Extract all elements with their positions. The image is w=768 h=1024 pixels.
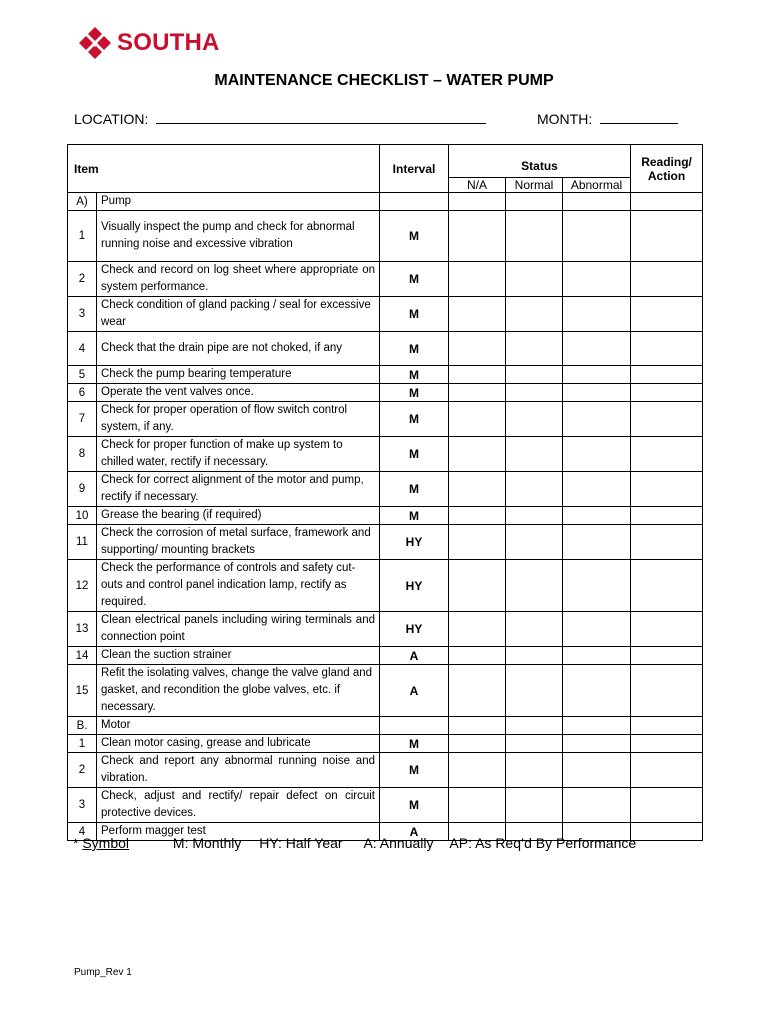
status-abnormal-cell[interactable] xyxy=(563,472,631,507)
header-status: Status xyxy=(449,145,631,178)
item-interval: A xyxy=(380,823,449,841)
item-number: 4 xyxy=(68,332,97,366)
footer-revision: Pump_Rev 1 xyxy=(74,967,132,978)
status-na-cell[interactable] xyxy=(449,735,506,753)
reading-action-cell[interactable] xyxy=(631,647,703,665)
status-na-cell[interactable] xyxy=(449,193,506,211)
item-interval: M xyxy=(380,297,449,332)
status-abnormal-cell[interactable] xyxy=(563,437,631,472)
status-abnormal-cell[interactable] xyxy=(563,402,631,437)
item-interval: M xyxy=(380,262,449,297)
status-na-cell[interactable] xyxy=(449,560,506,612)
table-row xyxy=(68,665,703,717)
status-na-cell[interactable] xyxy=(449,297,506,332)
status-abnormal-cell[interactable] xyxy=(563,507,631,525)
page-title: MAINTENANCE CHECKLIST – WATER PUMP xyxy=(214,72,554,89)
status-normal-cell[interactable] xyxy=(506,472,563,507)
item-interval xyxy=(380,717,449,735)
status-normal-cell[interactable] xyxy=(506,753,563,788)
status-normal-cell[interactable] xyxy=(506,193,563,211)
reading-action-cell[interactable] xyxy=(631,262,703,297)
item-number: 4 xyxy=(68,823,97,841)
item-description: Check the corrosion of metal surface, framework and supporting/ mounting brackets xyxy=(97,525,380,560)
table-row xyxy=(68,735,703,753)
header-interval: Interval xyxy=(380,145,449,193)
item-number: 1 xyxy=(68,211,97,262)
legend-star: * xyxy=(73,835,83,851)
month-field xyxy=(537,109,678,127)
status-na-cell[interactable] xyxy=(449,384,506,402)
reading-action-cell[interactable] xyxy=(631,193,703,211)
table-row xyxy=(68,297,703,332)
header-status-abnormal: Abnormal xyxy=(563,178,631,193)
status-na-cell[interactable] xyxy=(449,262,506,297)
status-abnormal-cell[interactable] xyxy=(563,717,631,735)
status-abnormal-cell[interactable] xyxy=(563,384,631,402)
legend-symbol: Symbol xyxy=(82,835,130,851)
header-item: Item xyxy=(68,145,380,193)
reading-action-cell[interactable] xyxy=(631,735,703,753)
reading-action-cell[interactable] xyxy=(631,823,703,841)
reading-action-cell[interactable] xyxy=(631,525,703,560)
item-interval: HY xyxy=(380,612,449,647)
item-description: Check for correct alignment of the motor and pump, rectify if necessary. xyxy=(97,472,380,507)
status-normal-cell[interactable] xyxy=(506,437,563,472)
reading-action-cell[interactable] xyxy=(631,717,703,735)
item-description: Pump xyxy=(97,193,380,211)
item-description: Check the performance of controls and safety cut-outs and control panel indication lamp, rectify as required. xyxy=(97,560,380,612)
item-description: Clean motor casing, grease and lubricate xyxy=(97,735,380,753)
reading-action-cell[interactable] xyxy=(631,332,703,366)
location-input-line[interactable] xyxy=(156,109,486,124)
status-na-cell[interactable] xyxy=(449,665,506,717)
item-interval: M xyxy=(380,472,449,507)
item-description: Check that the drain pipe are not choked, if any xyxy=(97,332,380,366)
status-na-cell[interactable] xyxy=(449,507,506,525)
status-abnormal-cell[interactable] xyxy=(563,612,631,647)
southa-logo-icon xyxy=(78,26,112,60)
symbol-legend xyxy=(73,835,636,851)
status-abnormal-cell[interactable] xyxy=(563,735,631,753)
item-interval: M xyxy=(380,332,449,366)
header-reading-action: Reading/ Action xyxy=(631,145,703,193)
status-normal-cell[interactable] xyxy=(506,560,563,612)
location-label: LOCATION: xyxy=(74,111,149,127)
item-interval: A xyxy=(380,647,449,665)
reading-action-cell[interactable] xyxy=(631,211,703,262)
status-na-cell[interactable] xyxy=(449,717,506,735)
table-row xyxy=(68,402,703,437)
item-number: 6 xyxy=(68,384,97,402)
table-row xyxy=(68,211,703,262)
location-field xyxy=(74,109,486,127)
status-normal-cell[interactable] xyxy=(506,507,563,525)
header-status-normal: Normal xyxy=(506,178,563,193)
status-na-cell[interactable] xyxy=(449,525,506,560)
item-description: Check the pump bearing temperature xyxy=(97,366,380,384)
item-number: 8 xyxy=(68,437,97,472)
status-normal-cell[interactable] xyxy=(506,647,563,665)
table-row xyxy=(68,437,703,472)
legend-as-reqd: AP: As Req’d By Performance xyxy=(449,835,637,851)
item-interval: HY xyxy=(380,525,449,560)
status-abnormal-cell[interactable] xyxy=(563,525,631,560)
legend-monthly: M: Monthly xyxy=(172,835,242,851)
status-abnormal-cell[interactable] xyxy=(563,262,631,297)
month-label: MONTH: xyxy=(537,111,593,127)
status-na-cell[interactable] xyxy=(449,788,506,823)
status-abnormal-cell[interactable] xyxy=(563,665,631,717)
reading-action-cell[interactable] xyxy=(631,560,703,612)
status-na-cell[interactable] xyxy=(449,437,506,472)
status-normal-cell[interactable] xyxy=(506,402,563,437)
status-normal-cell[interactable] xyxy=(506,366,563,384)
status-normal-cell[interactable] xyxy=(506,262,563,297)
item-description: Visually inspect the pump and check for abnormal running noise and excessive vibration xyxy=(97,211,380,262)
item-interval: M xyxy=(380,402,449,437)
status-normal-cell[interactable] xyxy=(506,525,563,560)
section-row xyxy=(68,717,703,735)
item-description: Check and report any abnormal running noise and vibration. xyxy=(97,753,380,788)
table-row xyxy=(68,384,703,402)
status-na-cell[interactable] xyxy=(449,402,506,437)
status-normal-cell[interactable] xyxy=(506,384,563,402)
item-interval: M xyxy=(380,366,449,384)
item-number: 14 xyxy=(68,647,97,665)
item-number: 15 xyxy=(68,665,97,717)
table-row xyxy=(68,525,703,560)
table-row xyxy=(68,472,703,507)
status-abnormal-cell[interactable] xyxy=(563,297,631,332)
status-normal-cell[interactable] xyxy=(506,717,563,735)
reading-action-cell[interactable] xyxy=(631,402,703,437)
status-abnormal-cell[interactable] xyxy=(563,211,631,262)
item-number: A) xyxy=(68,193,97,211)
checklist-table xyxy=(67,144,703,841)
status-normal-cell[interactable] xyxy=(506,735,563,753)
item-interval: M xyxy=(380,211,449,262)
item-description: Perform magger test xyxy=(97,823,380,841)
status-abnormal-cell[interactable] xyxy=(563,366,631,384)
item-number: B. xyxy=(68,717,97,735)
table-row xyxy=(68,507,703,525)
table-row xyxy=(68,366,703,384)
reading-action-cell[interactable] xyxy=(631,753,703,788)
item-description: Check for proper function of make up system to chilled water, rectify if necessary. xyxy=(97,437,380,472)
status-normal-cell[interactable] xyxy=(506,332,563,366)
reading-action-cell[interactable] xyxy=(631,665,703,717)
item-interval: A xyxy=(380,665,449,717)
item-number: 12 xyxy=(68,560,97,612)
reading-action-cell[interactable] xyxy=(631,507,703,525)
status-na-cell[interactable] xyxy=(449,612,506,647)
status-abnormal-cell[interactable] xyxy=(563,560,631,612)
table-row xyxy=(68,262,703,297)
item-description: Motor xyxy=(97,717,380,735)
item-number: 1 xyxy=(68,735,97,753)
item-number: 11 xyxy=(68,525,97,560)
item-number: 3 xyxy=(68,297,97,332)
legend-annually: A: Annually xyxy=(363,835,434,851)
status-normal-cell[interactable] xyxy=(506,612,563,647)
table-row xyxy=(68,753,703,788)
section-row xyxy=(68,193,703,211)
item-description: Operate the vent valves once. xyxy=(97,384,380,402)
item-description: Refit the isolating valves, change the valve gland and gasket, and recondition the globe valves, etc. if necessary. xyxy=(97,665,380,717)
item-number: 5 xyxy=(68,366,97,384)
item-description: Clean the suction strainer xyxy=(97,647,380,665)
reading-action-cell[interactable] xyxy=(631,472,703,507)
status-normal-cell[interactable] xyxy=(506,211,563,262)
item-description: Check and record on log sheet where appropriate on system performance. xyxy=(97,262,380,297)
item-interval: M xyxy=(380,735,449,753)
item-number: 9 xyxy=(68,472,97,507)
status-normal-cell[interactable] xyxy=(506,788,563,823)
item-interval: M xyxy=(380,437,449,472)
status-na-cell[interactable] xyxy=(449,753,506,788)
table-row xyxy=(68,560,703,612)
status-abnormal-cell[interactable] xyxy=(563,753,631,788)
item-description: Check for proper operation of flow switch control system, if any. xyxy=(97,402,380,437)
status-na-cell[interactable] xyxy=(449,366,506,384)
item-description: Grease the bearing (if required) xyxy=(97,507,380,525)
item-interval: M xyxy=(380,753,449,788)
item-interval: M xyxy=(380,384,449,402)
item-number: 2 xyxy=(68,262,97,297)
status-abnormal-cell[interactable] xyxy=(563,332,631,366)
status-normal-cell[interactable] xyxy=(506,665,563,717)
table-row xyxy=(68,647,703,665)
reading-action-cell[interactable] xyxy=(631,297,703,332)
header-status-na: N/A xyxy=(449,178,506,193)
status-na-cell[interactable] xyxy=(449,332,506,366)
item-number: 2 xyxy=(68,753,97,788)
item-description: Check condition of gland packing / seal for excessive wear xyxy=(97,297,380,332)
status-na-cell[interactable] xyxy=(449,472,506,507)
item-interval: M xyxy=(380,507,449,525)
reading-action-cell[interactable] xyxy=(631,437,703,472)
item-description: Clean electrical panels including wiring terminals and connection point xyxy=(97,612,380,647)
status-na-cell[interactable] xyxy=(449,211,506,262)
month-input-line[interactable] xyxy=(600,109,678,124)
table-row xyxy=(68,788,703,823)
legend-half-year: HY: Half Year xyxy=(259,835,343,851)
item-number: 13 xyxy=(68,612,97,647)
reading-action-cell[interactable] xyxy=(631,612,703,647)
status-abnormal-cell[interactable] xyxy=(563,193,631,211)
status-abnormal-cell[interactable] xyxy=(563,647,631,665)
status-abnormal-cell[interactable] xyxy=(563,788,631,823)
reading-action-cell[interactable] xyxy=(631,788,703,823)
status-normal-cell[interactable] xyxy=(506,297,563,332)
item-number: 7 xyxy=(68,402,97,437)
status-na-cell[interactable] xyxy=(449,647,506,665)
table-row xyxy=(68,612,703,647)
item-number: 10 xyxy=(68,507,97,525)
item-interval xyxy=(380,193,449,211)
item-number: 3 xyxy=(68,788,97,823)
item-interval: M xyxy=(380,788,449,823)
reading-action-cell[interactable] xyxy=(631,384,703,402)
item-description: Check, adjust and rectify/ repair defect on circuit protective devices. xyxy=(97,788,380,823)
logo-text: SOUTHA xyxy=(117,29,220,56)
reading-action-cell[interactable] xyxy=(631,366,703,384)
item-interval: HY xyxy=(380,560,449,612)
table-row xyxy=(68,332,703,366)
company-logo xyxy=(78,26,220,60)
